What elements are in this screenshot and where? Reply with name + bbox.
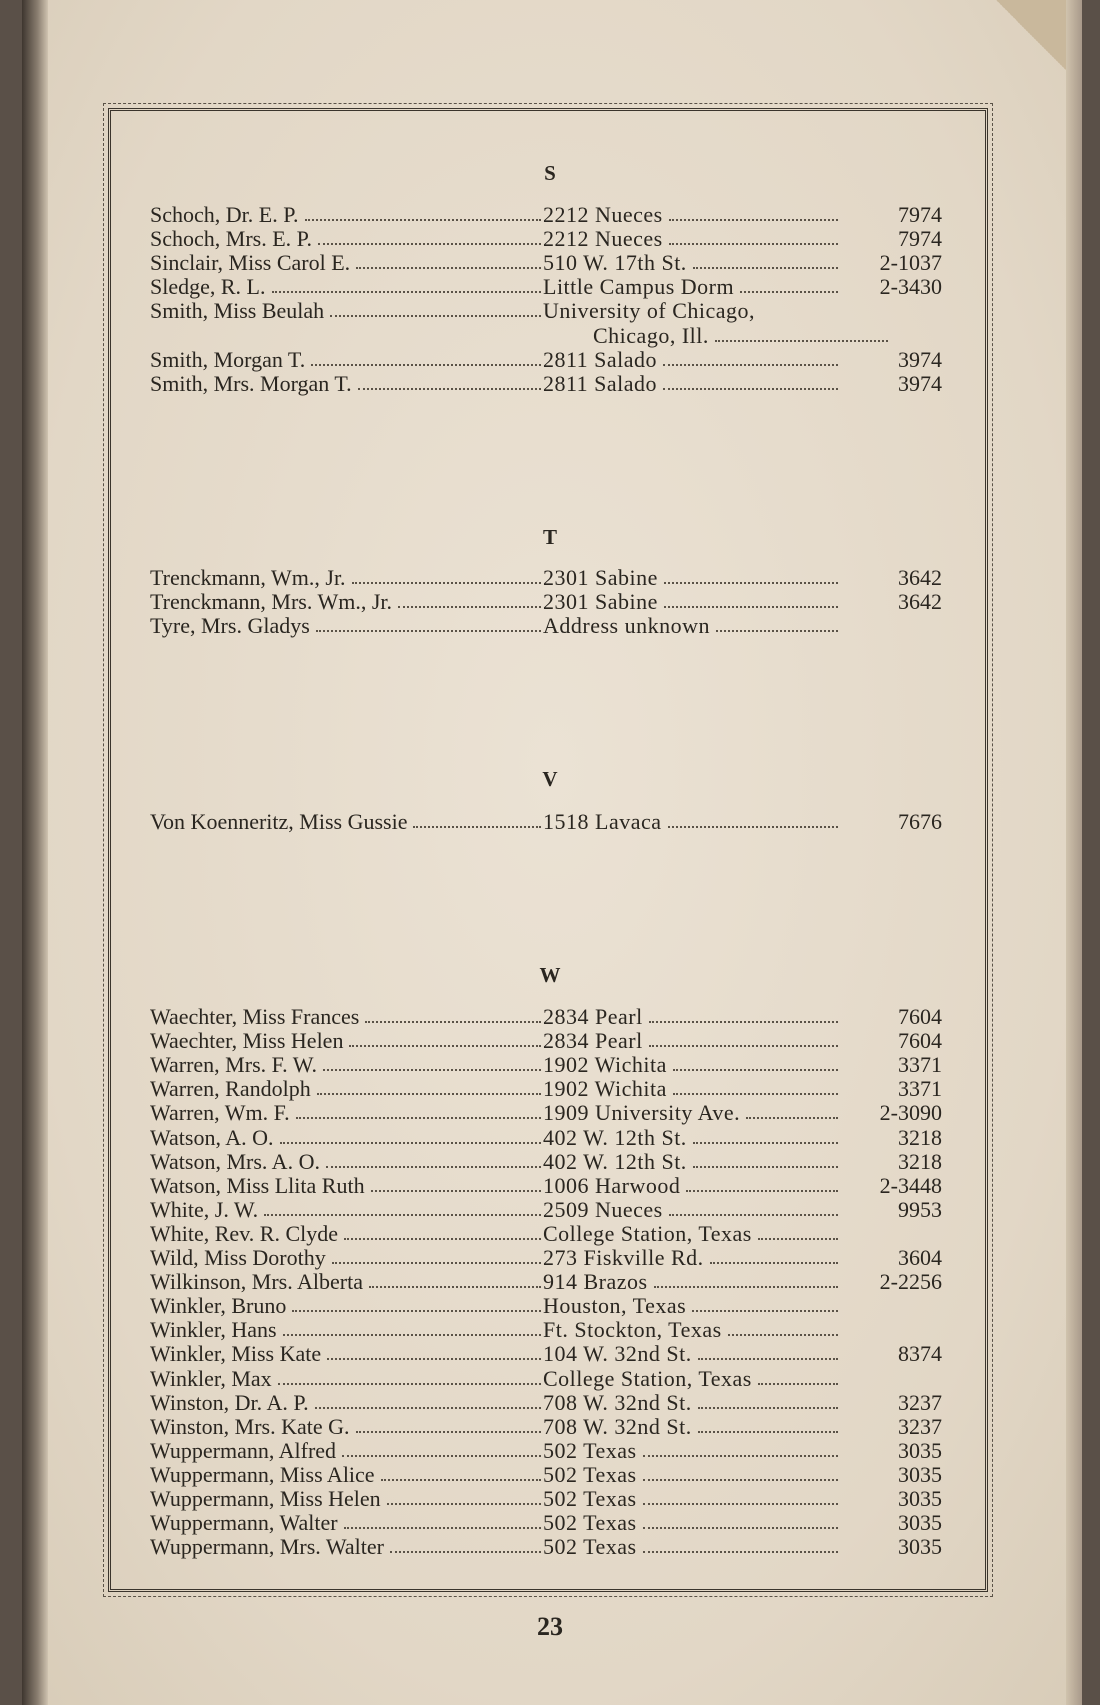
dot-leader: [664, 566, 838, 584]
entry-phone: 3371: [898, 1076, 942, 1102]
entry-phone: 7604: [898, 1004, 942, 1029]
entry-phone: 2-3448: [879, 1172, 942, 1198]
entry-phone: [840, 1294, 942, 1318]
entry-address: Ft. Stockton, Texas: [543, 1318, 722, 1343]
entry-name: Winkler, Hans: [150, 1318, 277, 1343]
entry-name: Winkler, Max: [150, 1366, 272, 1391]
dot-leader: [643, 1511, 838, 1529]
entry-name: Trenckmann, Wm., Jr.: [150, 566, 346, 590]
dot-leader: [352, 566, 541, 584]
dot-leader: [365, 1005, 541, 1023]
dot-leader: [643, 1487, 838, 1505]
section-letter: W: [539, 963, 561, 987]
dot-leader: [344, 1222, 541, 1240]
dot-leader: [673, 1053, 838, 1071]
entry-name: Winkler, Bruno: [150, 1294, 287, 1319]
dot-leader: [413, 810, 541, 828]
entry-phone: [840, 1222, 942, 1246]
dot-leader: [356, 251, 541, 269]
section-letter: S: [544, 161, 556, 185]
entry-phone: 3218: [898, 1124, 942, 1150]
entry-phone: 3642: [898, 565, 942, 590]
entry-address: 2212 Nueces: [543, 203, 663, 227]
entry-phone: 3237: [898, 1389, 942, 1415]
dot-leader: [272, 275, 542, 293]
entry-phone: 2-2256: [879, 1269, 942, 1295]
entry-name: Watson, Miss Llita Ruth: [150, 1173, 365, 1198]
dot-leader: [692, 1294, 838, 1312]
entry-name: Tyre, Mrs. Gladys: [150, 614, 310, 639]
entry-name: Warren, Mrs. F. W.: [150, 1053, 317, 1078]
entry-address: College Station, Texas: [543, 1221, 752, 1246]
entry-phone: 3035: [898, 1437, 942, 1463]
entry-address: 2834 Pearl: [543, 1005, 643, 1029]
entry-phone: [840, 299, 942, 323]
dot-leader: [296, 1101, 541, 1119]
dot-leader: [728, 1318, 838, 1336]
dot-leader: [669, 227, 838, 245]
directory-entry: [150, 275, 942, 299]
dot-leader: [349, 1029, 541, 1047]
directory-entry: [150, 1342, 942, 1366]
dot-leader: [669, 1198, 838, 1216]
directory-entry: [150, 1005, 942, 1029]
entry-address: 502 Texas: [543, 1438, 637, 1463]
entry-phone: 2-3430: [879, 274, 942, 300]
directory-entry: [150, 203, 942, 227]
entry-phone: 3218: [898, 1148, 942, 1174]
entry-name: Winston, Dr. A. P.: [150, 1390, 309, 1415]
directory-entry: [150, 1463, 942, 1487]
directory-entry: [150, 590, 942, 614]
entry-address: 2834 Pearl: [543, 1029, 643, 1054]
entry-address: 1518 Lavaca: [543, 810, 662, 834]
entry-address: Address unknown: [543, 614, 710, 639]
directory-entry: [150, 1077, 942, 1101]
directory-entry: [150, 1222, 942, 1246]
dot-leader: [326, 1150, 541, 1168]
entry-name: Warren, Randolph: [150, 1077, 311, 1102]
entry-address: University of Chicago,: [543, 299, 756, 324]
entry-address: Little Campus Dorm: [543, 275, 735, 300]
dot-leader: [654, 1270, 838, 1288]
directory-entry: [150, 372, 942, 396]
entry-name: Wilkinson, Mrs. Alberta: [150, 1270, 363, 1295]
dot-leader: [330, 299, 541, 317]
entry-address: 502 Texas: [543, 1462, 637, 1487]
dot-leader: [663, 372, 838, 390]
entry-phone: 2-1037: [879, 250, 942, 276]
dot-leader: [669, 203, 838, 221]
entry-address: 708 W. 32nd St.: [543, 1390, 692, 1415]
entry-address: 502 Texas: [543, 1487, 637, 1511]
dot-leader: [643, 1535, 838, 1553]
dot-leader: [686, 1174, 838, 1192]
entry-name: Winston, Mrs. Kate G.: [150, 1414, 350, 1439]
entry-address: 2301 Sabine: [543, 590, 658, 615]
page-edge: [1066, 0, 1082, 1705]
entry-phone: [890, 324, 942, 348]
dot-leader: [381, 1463, 541, 1481]
entry-address: 104 W. 32nd St.: [543, 1342, 692, 1367]
directory-entry: [150, 1029, 942, 1053]
page-number: 23: [537, 1612, 563, 1641]
entry-name: Smith, Mrs. Morgan T.: [150, 371, 352, 396]
entry-address: College Station, Texas: [543, 1366, 752, 1391]
dot-leader: [356, 1415, 541, 1433]
directory-entry: [150, 251, 942, 275]
dot-leader: [673, 1077, 838, 1095]
directory-entry: [150, 1511, 942, 1535]
entry-address: Chicago, Ill.: [593, 323, 709, 348]
entry-phone: 3371: [898, 1052, 942, 1078]
entry-name: Wuppermann, Walter: [150, 1511, 338, 1536]
entry-address: 2301 Sabine: [543, 566, 658, 590]
entry-phone: 7974: [898, 226, 942, 252]
dot-leader: [758, 1367, 838, 1385]
directory-entry: [150, 1535, 942, 1559]
entry-name: Wuppermann, Mrs. Walter: [150, 1535, 384, 1560]
directory-entry: [150, 1367, 942, 1391]
entry-phone: 3035: [898, 1534, 942, 1560]
entry-phone: [840, 1367, 942, 1391]
entry-name: Wuppermann, Miss Helen: [150, 1487, 381, 1511]
directory-entry: [150, 1246, 942, 1270]
entry-name: Schoch, Dr. E. P.: [150, 203, 299, 227]
directory-entry: [150, 1439, 942, 1463]
entry-phone: 3974: [898, 346, 942, 372]
dot-leader: [643, 1439, 838, 1457]
entry-address: 402 W. 12th St.: [543, 1149, 687, 1174]
entry-phone: 7676: [898, 809, 942, 834]
entry-name: Smith, Morgan T.: [150, 347, 306, 372]
dot-leader: [305, 203, 542, 221]
entry-phone: 2-3090: [879, 1100, 942, 1126]
dot-leader: [693, 251, 838, 269]
entry-name: Sinclair, Miss Carol E.: [150, 251, 351, 276]
entry-name: Watson, A. O.: [150, 1125, 274, 1150]
entry-name: Waechter, Miss Helen: [150, 1029, 344, 1054]
dot-leader: [698, 1415, 838, 1433]
book-spine: [22, 0, 48, 1705]
dot-leader: [398, 590, 541, 608]
directory-entry: [150, 1270, 942, 1294]
directory-entry: [150, 1053, 942, 1077]
entry-phone: 3642: [898, 589, 942, 615]
entry-phone: [840, 1318, 942, 1342]
directory-entry: [150, 1174, 942, 1198]
entry-address: 1902 Wichita: [543, 1077, 667, 1102]
entry-name: Von Koenneritz, Miss Gussie: [150, 810, 408, 834]
dot-leader: [342, 1439, 541, 1457]
entry-address: 2811 Salado: [543, 371, 658, 396]
entry-phone: 3035: [898, 1510, 942, 1536]
directory-entry: [150, 614, 942, 638]
entry-name: Schoch, Mrs. E. P.: [150, 227, 312, 252]
dot-leader: [643, 1463, 838, 1481]
dot-leader: [358, 372, 541, 390]
dot-leader: [316, 614, 541, 632]
directory-entry: [150, 1126, 942, 1150]
dot-leader: [315, 1391, 541, 1409]
dot-leader: [693, 1126, 838, 1144]
entry-name: Smith, Miss Beulah: [150, 299, 325, 324]
entry-name: Wuppermann, Alfred: [150, 1438, 337, 1463]
entry-name: White, Rev. R. Clyde: [150, 1221, 338, 1246]
dot-leader: [716, 614, 838, 632]
directory-entry: [150, 810, 942, 834]
dot-leader: [746, 1101, 838, 1119]
dot-leader: [668, 810, 839, 828]
directory-entry: [150, 348, 942, 372]
directory-entry: [150, 1150, 942, 1174]
entry-name: Trenckmann, Mrs. Wm., Jr.: [150, 590, 392, 615]
dot-leader: [344, 1511, 541, 1529]
entry-address: 1902 Wichita: [543, 1053, 667, 1078]
dot-leader: [664, 590, 838, 608]
section-letter: T: [542, 525, 557, 549]
entry-phone: 3604: [898, 1245, 942, 1270]
entry-name: Winkler, Miss Kate: [150, 1342, 322, 1367]
dot-leader: [371, 1174, 541, 1192]
directory-entry: [150, 1487, 942, 1511]
directory-entry: [150, 227, 942, 251]
entry-address: 2509 Nueces: [543, 1197, 663, 1222]
directory-entry: [150, 299, 942, 323]
dot-leader: [710, 1246, 838, 1264]
dot-leader: [740, 275, 838, 293]
dot-leader: [390, 1535, 541, 1553]
entry-name: Watson, Mrs. A. O.: [150, 1149, 320, 1174]
entry-address: 402 W. 12th St.: [543, 1125, 687, 1150]
dot-leader: [649, 1029, 838, 1047]
entry-address: 273 Fiskville Rd.: [543, 1246, 704, 1270]
dot-leader: [278, 1367, 541, 1385]
dot-leader: [311, 348, 541, 366]
entry-name: Warren, Wm. F.: [150, 1101, 290, 1126]
entry-phone: 3974: [898, 370, 942, 396]
directory-entry: [150, 1101, 942, 1125]
dot-leader: [264, 1198, 541, 1216]
entry-phone: 3237: [898, 1413, 942, 1439]
entry-phone: 8374: [898, 1341, 942, 1367]
dot-leader: [318, 227, 541, 245]
dot-leader: [698, 1342, 838, 1360]
entry-address: 502 Texas: [543, 1511, 637, 1536]
dot-leader: [649, 1005, 838, 1023]
entry-address: 914 Brazos: [543, 1270, 648, 1295]
entry-address: 510 W. 17th St.: [543, 251, 687, 276]
entry-name: Wild, Miss Dorothy: [150, 1246, 326, 1270]
directory-entry: [150, 1391, 942, 1415]
dot-leader: [663, 348, 838, 366]
directory-entry: [150, 1318, 942, 1342]
directory-entry: [150, 1415, 942, 1439]
directory-entry: [150, 1198, 942, 1222]
dot-leader: [280, 1126, 541, 1144]
dot-leader: [327, 1342, 541, 1360]
entry-address: 502 Texas: [543, 1535, 637, 1560]
entry-phone: 3035: [898, 1486, 942, 1511]
entry-phone: 7974: [898, 202, 942, 227]
entry-address: 2811 Salado: [543, 347, 658, 372]
dot-leader: [693, 1150, 838, 1168]
entry-name: White, J. W.: [150, 1197, 259, 1222]
dot-leader: [323, 1053, 541, 1071]
directory-entry: [150, 566, 942, 590]
entry-address: Houston, Texas: [543, 1294, 687, 1319]
dot-leader: [292, 1294, 541, 1312]
entry-name: Sledge, R. L.: [150, 275, 266, 300]
entry-address: 1909 University Ave.: [543, 1101, 741, 1126]
dot-leader: [317, 1077, 541, 1095]
entry-name: Wuppermann, Miss Alice: [150, 1462, 375, 1487]
folded-corner: [996, 0, 1066, 70]
dot-leader: [387, 1487, 541, 1505]
dot-leader: [715, 324, 888, 342]
directory-entry: [150, 324, 942, 348]
section-letter: V: [542, 767, 558, 791]
entry-address: 708 W. 32nd St.: [543, 1414, 692, 1439]
entry-address: 1006 Harwood: [543, 1173, 681, 1198]
dot-leader: [369, 1270, 541, 1288]
entry-phone: 7604: [898, 1028, 942, 1054]
entry-name: Waechter, Miss Frances: [150, 1005, 360, 1029]
entry-address: 2212 Nueces: [543, 227, 663, 252]
entry-phone: [840, 614, 942, 638]
dot-leader: [332, 1246, 541, 1264]
dot-leader: [698, 1391, 838, 1409]
entry-phone: 3035: [898, 1461, 942, 1487]
dot-leader: [283, 1318, 541, 1336]
entry-phone: 9953: [898, 1196, 942, 1222]
directory-entry: [150, 1294, 942, 1318]
dot-leader: [758, 1222, 838, 1240]
